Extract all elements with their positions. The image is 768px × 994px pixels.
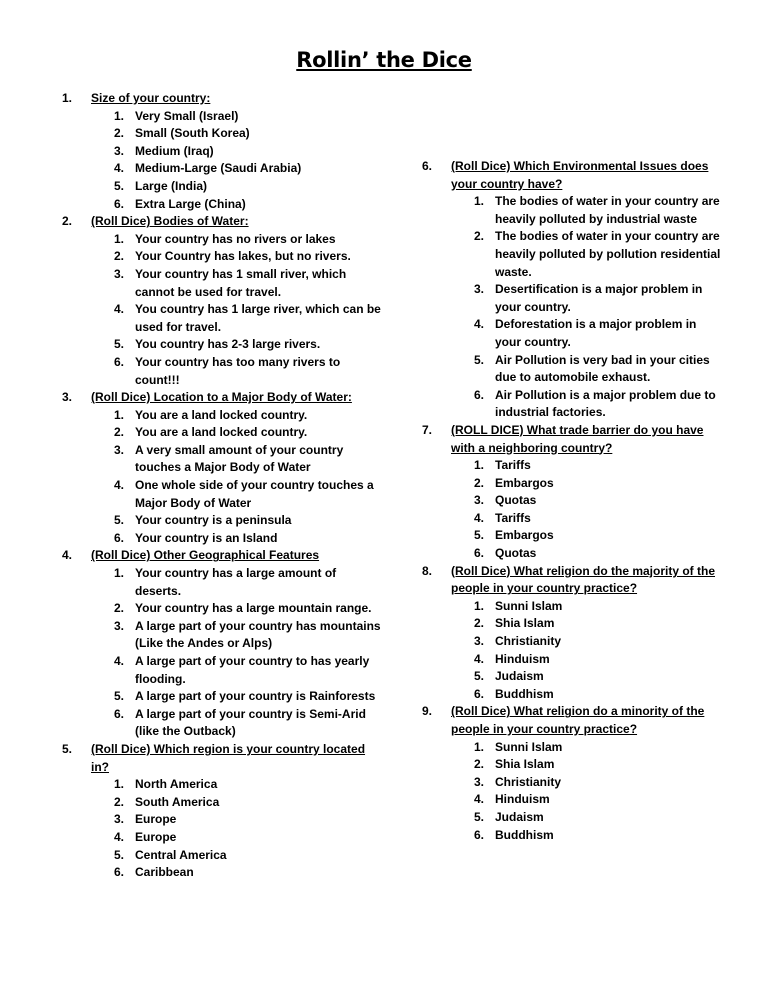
option-item — [91, 442, 382, 477]
option-text: Medium-Large (Saudi Arabia) — [135, 161, 302, 176]
option-item — [451, 686, 722, 704]
option-item — [451, 774, 722, 792]
option-text: Desertification is a major problem in your country. — [495, 282, 703, 314]
option-text: Quotas — [495, 493, 537, 508]
option-text: A large part of your country is Rainforests — [135, 689, 376, 704]
option-number: 3. — [113, 618, 124, 633]
option-number: 6. — [473, 827, 484, 842]
option-number: 1. — [113, 407, 124, 422]
option-list — [451, 739, 722, 845]
option-number: 4. — [473, 651, 484, 666]
option-item — [91, 125, 382, 143]
option-number: 1. — [473, 598, 484, 613]
option-text: Air Pollution is very bad in your cities due to automobile exhaust. — [495, 352, 710, 385]
option-item — [451, 756, 722, 774]
option-number: 4. — [113, 478, 124, 493]
option-text: Europe — [135, 812, 177, 827]
option-item — [451, 281, 722, 316]
option-text: Tariffs — [495, 458, 531, 473]
option-number: 4. — [113, 161, 124, 176]
option-item — [451, 827, 722, 845]
option-text: Caribbean — [135, 865, 194, 880]
option-item — [91, 811, 382, 829]
option-text: Buddhism — [495, 827, 554, 842]
option-item — [91, 653, 382, 688]
left-column — [62, 90, 382, 882]
option-list — [91, 231, 382, 389]
option-text: South America — [135, 794, 220, 809]
option-text: Hinduism — [495, 651, 550, 666]
option-number: 3. — [113, 442, 124, 457]
option-text: North America — [135, 777, 218, 792]
option-number: 2. — [473, 616, 484, 631]
question-item — [62, 547, 382, 741]
question-number: 7. — [422, 422, 433, 437]
option-item — [451, 791, 722, 809]
question-number: 5. — [62, 741, 73, 756]
option-text: The bodies of water in your country are heavily polluted by industrial waste — [495, 194, 720, 226]
question-number: 6. — [422, 159, 433, 173]
option-list — [91, 776, 382, 882]
option-text: Your country is an Island — [135, 530, 278, 545]
option-text: Christianity — [495, 774, 562, 789]
question-text: (Roll Dice) Location to a Major Body of Water: — [91, 390, 352, 405]
option-item — [91, 512, 382, 530]
option-number: 6. — [473, 546, 484, 561]
option-item — [91, 407, 382, 425]
option-text: Christianity — [495, 634, 562, 649]
option-text: Medium (Iraq) — [135, 143, 214, 158]
option-number: 6. — [473, 387, 484, 402]
option-text: Very Small (Israel) — [135, 108, 239, 123]
option-item — [451, 615, 722, 633]
option-item — [91, 776, 382, 794]
option-text: Quotas — [495, 546, 537, 561]
option-text: Large (India) — [135, 178, 208, 193]
option-number: 5. — [473, 669, 484, 684]
option-number: 6. — [113, 530, 124, 545]
option-number: 6. — [113, 354, 124, 369]
option-item — [91, 600, 382, 618]
option-item — [91, 688, 382, 706]
question-number: 8. — [422, 563, 433, 578]
question-number: 1. — [62, 91, 73, 105]
option-text: Embargos — [495, 475, 554, 490]
option-text: One whole side of your country touches a Major Body of Water — [135, 478, 374, 510]
question-number: 3. — [62, 390, 73, 405]
option-item — [451, 598, 722, 616]
option-number: 3. — [473, 774, 484, 789]
option-item — [91, 178, 382, 196]
option-text: Your country has 1 small river, which cannot be used for travel. — [135, 266, 347, 299]
option-number: 4. — [113, 654, 124, 668]
question-text: (Roll Dice) What religion do the majority of the people in your country practice? — [451, 563, 716, 596]
question-item — [422, 158, 722, 422]
option-text: Air Pollution is a major problem due to industrial factories. — [495, 387, 716, 420]
question-text: (Roll Dice) Which Environmental Issues does your country have? — [451, 159, 709, 191]
right-column — [422, 158, 722, 844]
option-number: 6. — [473, 686, 484, 701]
option-text: Sunni Islam — [495, 598, 563, 613]
option-text: Judaism — [495, 669, 544, 684]
option-item — [451, 668, 722, 686]
option-number: 5. — [473, 528, 484, 543]
option-item — [91, 794, 382, 812]
option-number: 4. — [113, 302, 124, 317]
option-number: 5. — [113, 513, 124, 528]
option-text: A very small amount of your country touches a Major Body of Water — [135, 442, 344, 475]
question-text: (ROLL DICE) What trade barrier do you have with a neighboring country? — [451, 422, 704, 455]
question-number: 9. — [422, 704, 433, 719]
option-text: A large part of your country is Semi-Arid (like the Outback) — [135, 706, 366, 739]
option-number: 2. — [113, 249, 124, 264]
option-item — [451, 651, 722, 669]
option-text: Buddhism — [495, 686, 554, 701]
option-item — [91, 108, 382, 126]
option-number: 3. — [473, 493, 484, 508]
option-item — [91, 266, 382, 301]
option-number: 3. — [113, 812, 124, 827]
option-number: 4. — [473, 792, 484, 807]
option-item — [451, 316, 722, 351]
option-number: 2. — [113, 126, 124, 141]
option-item — [91, 565, 382, 600]
option-text: Sunni Islam — [495, 739, 563, 754]
question-item — [62, 389, 382, 547]
option-item — [451, 193, 722, 228]
option-item — [451, 228, 722, 281]
option-item — [451, 510, 722, 528]
option-number: 6. — [113, 865, 124, 880]
option-number: 1. — [113, 231, 124, 246]
option-number: 5. — [113, 689, 124, 704]
option-number: 2. — [113, 425, 124, 440]
option-number: 5. — [113, 337, 124, 352]
page-title: Rollin’ the Dice — [296, 48, 472, 72]
option-text: You are a land locked country. — [135, 407, 308, 422]
option-text: Hinduism — [495, 792, 550, 807]
option-text: Your country has no rivers or lakes — [135, 231, 336, 246]
option-number: 5. — [473, 809, 484, 824]
option-item — [91, 424, 382, 442]
option-text: You country has 2-3 large rivers. — [135, 337, 321, 352]
option-text: Central America — [135, 847, 227, 862]
question-item — [62, 741, 382, 882]
question-item — [422, 422, 722, 563]
question-text: Size of your country: — [91, 91, 211, 105]
option-item — [91, 530, 382, 548]
option-text: Your country has a large mountain range. — [135, 601, 372, 616]
option-text: Your Country has lakes, but no rivers. — [135, 249, 351, 264]
option-number: 3. — [113, 143, 124, 158]
question-item — [422, 563, 722, 704]
option-list — [451, 457, 722, 563]
option-item — [91, 864, 382, 882]
option-number: 3. — [473, 634, 484, 649]
option-text: Shia Islam — [495, 616, 555, 631]
option-item — [91, 196, 382, 214]
option-item — [451, 633, 722, 651]
option-item — [451, 739, 722, 757]
option-number: 5. — [113, 847, 124, 862]
option-number: 2. — [473, 229, 484, 244]
question-number: 4. — [62, 548, 73, 563]
option-number: 2. — [473, 475, 484, 490]
option-item — [91, 160, 382, 178]
option-item — [451, 809, 722, 827]
option-list — [451, 193, 722, 422]
option-number: 2. — [113, 601, 124, 616]
option-item — [451, 457, 722, 475]
option-text: Your country has too many rivers to count!!! — [135, 354, 341, 387]
question-item — [422, 703, 722, 844]
option-text: A large part of your country has mountains (Like the Andes or Alps) — [135, 618, 381, 651]
option-item — [91, 847, 382, 865]
question-text: (Roll Dice) Which region is your country located in? — [91, 741, 366, 774]
option-text: The bodies of water in your country are heavily polluted by pollution residential waste. — [495, 229, 721, 279]
option-number: 4. — [113, 829, 124, 844]
option-number: 4. — [473, 510, 484, 525]
option-item — [91, 618, 382, 653]
option-text: Deforestation is a major problem in your country. — [495, 317, 697, 349]
option-number: 2. — [113, 794, 124, 809]
option-item — [451, 387, 722, 422]
option-number: 1. — [473, 739, 484, 754]
question-item — [62, 213, 382, 389]
option-text: A large part of your country to has yearly flooding. — [135, 654, 370, 686]
question-text: (Roll Dice) What religion do a minority of the people in your country practice? — [451, 704, 705, 736]
option-text: Europe — [135, 829, 177, 844]
option-item — [91, 231, 382, 249]
question-text: (Roll Dice) Bodies of Water: — [91, 214, 249, 229]
option-item — [451, 475, 722, 493]
option-number: 3. — [473, 282, 484, 297]
option-text: Shia Islam — [495, 757, 555, 772]
option-number: 1. — [473, 458, 484, 473]
option-number: 6. — [113, 706, 124, 721]
option-number: 5. — [113, 178, 124, 193]
option-list — [91, 565, 382, 741]
option-list — [91, 407, 382, 548]
option-text: Your country is a peninsula — [135, 513, 292, 528]
option-item — [91, 301, 382, 336]
option-item — [451, 527, 722, 545]
option-item — [91, 706, 382, 741]
option-text: Your country has a large amount of deserts. — [135, 566, 337, 598]
option-text: You country has 1 large river, which can be used for travel. — [135, 302, 381, 334]
option-number: 5. — [473, 352, 484, 367]
option-number: 4. — [473, 317, 484, 332]
option-item — [91, 143, 382, 161]
option-text: You are a land locked country. — [135, 425, 308, 440]
option-list — [451, 598, 722, 704]
option-text: Tariffs — [495, 510, 531, 525]
option-item — [451, 352, 722, 387]
option-item — [451, 492, 722, 510]
option-text: Small (South Korea) — [135, 126, 250, 141]
question-item — [62, 90, 382, 213]
option-number: 1. — [113, 566, 124, 581]
question-number: 2. — [62, 214, 73, 229]
option-text: Extra Large (China) — [135, 196, 246, 211]
option-number: 2. — [473, 757, 484, 772]
option-item — [91, 336, 382, 354]
option-item — [91, 354, 382, 389]
option-number: 6. — [113, 196, 124, 211]
question-text: (Roll Dice) Other Geographical Features — [91, 548, 320, 563]
option-number: 3. — [113, 266, 124, 281]
option-number: 1. — [473, 194, 484, 209]
option-item — [451, 545, 722, 563]
option-number: 1. — [113, 777, 124, 792]
option-item — [91, 829, 382, 847]
option-text: Embargos — [495, 528, 554, 543]
option-item — [91, 248, 382, 266]
option-text: Judaism — [495, 809, 544, 824]
option-item — [91, 477, 382, 512]
option-number: 1. — [113, 108, 124, 123]
option-list — [91, 108, 382, 214]
